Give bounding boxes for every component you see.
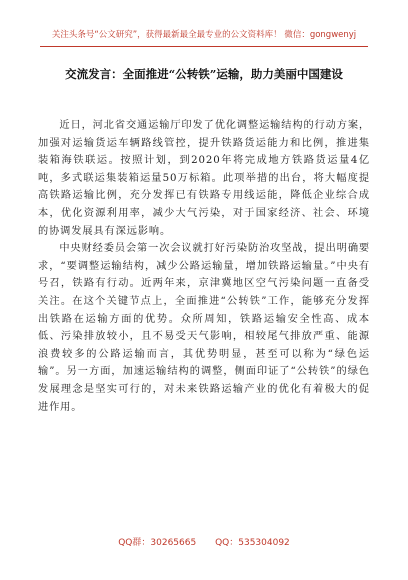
paragraph: 近日，河北省交通运输厅印发了优化调整运输结构的行动方案，加强对运输货运车辆路线管控，提升铁路货运能力和比例，推进集装箱海铁联运。按照计划，到2020年将完成地方铁路货运量4亿吨，多式联运集装箱运量50万标箱。此项举措的出台，将大幅度提高铁路运输比例，充分发挥已有铁路专用线运能，降低企业综合成本，优化资源利用率，减少大气污染，对于国家经济、社会、环境的协调发展具有深远影响。 bbox=[38, 120, 370, 237]
article-body bbox=[38, 117, 370, 416]
footer-contact bbox=[0, 535, 408, 548]
paragraph: 中央财经委员会第一次会议就打好污染防治攻坚战，提出明确要求，“要调整运输结构，减少公路运输量，增加铁路运输量。”中央有号召，铁路有行动。近两年来，京津冀地区空气污染问题一直备受关注。在这个关键节点上，全面推进“公转铁”工作，能够充分发挥出铁路在运输方面的优势。众所周知，铁路运输安全性高、成本低、污染排放较小，且不易受天气影响，相较尾气排放严重、能源浪费较多的公路运输而言，其优势明显，甚至可以称为“绿色运输”。另一方面，加速运输结构的调整，侧面印证了“公转铁”的绿色发展理念是坚实可行的，对未来铁路运输产业的优化有着极大的促进作用。 bbox=[38, 243, 370, 413]
footer-qq-group: QQ群：30265665 bbox=[118, 538, 197, 548]
footer-qq: QQ：535304092 bbox=[215, 538, 290, 548]
article-title: 交流发言：全面推进“公转铁”运输，助力美丽中国建设 bbox=[65, 67, 343, 81]
header-divider bbox=[40, 46, 368, 47]
header-note: 关注头条号“公文研究”，获得最新最全最专业的公文资料库！ 微信：gongwenyj bbox=[51, 30, 357, 40]
